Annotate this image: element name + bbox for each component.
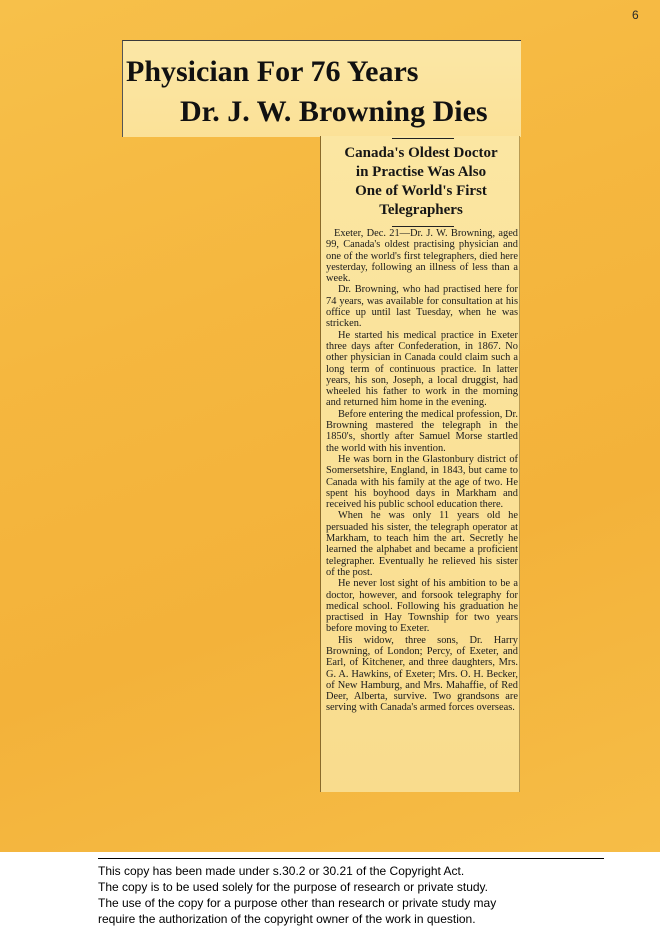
headline-line-2: Dr. J. W. Browning Dies	[180, 95, 488, 128]
copyright-notice-line: The use of the copy for a purpose other than research or private study may	[98, 896, 497, 910]
copyright-notice-line: The copy is to be used solely for the purpose of research or private study.	[98, 880, 488, 894]
subhead-line: One of World's First	[355, 183, 487, 199]
subhead-line: in Practise Was Also	[355, 164, 487, 180]
copyright-notice-line: This copy has been made under s.30.2 or 30.21 of the Copyright Act.	[98, 864, 465, 878]
article-paragraph: He started his medical practice in Exeter three days after Confederation, in 1867. No other physician in Canada could claim such a long term of continuous practice. In latter years, his son, Joseph, a local druggist, had wheeled his father to work in the morning and returned him home in the evening.	[326, 329, 518, 409]
article-paragraph: Exeter, Dec. 21—Dr. J. W. Browning, aged 99, Canada's oldest practising physician and one of the world's first telegraphers, died here yesterday, following an illness of less than a week.	[326, 228, 518, 285]
article-paragraph: He was born in the Glastonbury district of Somersetshire, England, in 1843, but came to Canada with his family at the age of two. He spent his boyhood days in Markham and received his public school education there.	[326, 453, 518, 511]
article-body	[326, 228, 518, 714]
page-number: 6	[632, 8, 639, 22]
subhead-top-rule	[392, 138, 454, 139]
subhead-line: Telegraphers	[379, 202, 463, 218]
headline-line-1: Physician For 76 Years	[126, 55, 419, 88]
article-paragraph: When he was only 11 years old he persuaded his sister, the telegraph operator at Markham, to teach him the art. Secretly he learned the alphabet and became a proficient telegrapher. Eventually he relieved his sister of the post.	[326, 510, 518, 578]
article-paragraph: Before entering the medical profession, Dr. Browning mastered the telegraph in the 1850's, shortly after Samuel Morse startled the world with his invention.	[326, 408, 518, 454]
subheadline	[326, 144, 516, 220]
copyright-notice	[98, 858, 604, 927]
article-paragraph: His widow, three sons, Dr. Harry Browning, of London; Percy, of Exeter, and Earl, of Kitchener, and three daughters, Mrs. G. A. Hawkins, of Exeter; Mrs. O. H. Becker, of New Hamburg, and Mrs. Mahaffie, of Red Deer, Alberta, survive. Two grandsons are serving with Canada's armed forces overseas.	[326, 634, 518, 714]
article-paragraph: Dr. Browning, who had practised here for 74 years, was available for consultation at his office up until last Tuesday, when he was stricken.	[326, 284, 518, 330]
article-paragraph: He never lost sight of his ambition to be a doctor, however, and forsook telegraphy for medical school. Following his graduation he practised in Hay Township for two years before moving to Exeter.	[326, 578, 518, 635]
subhead-bottom-rule	[392, 226, 454, 227]
subhead-line: Canada's Oldest Doctor	[344, 145, 498, 161]
copyright-notice-line: require the authorization of the copyright owner of the work in question.	[98, 912, 476, 926]
